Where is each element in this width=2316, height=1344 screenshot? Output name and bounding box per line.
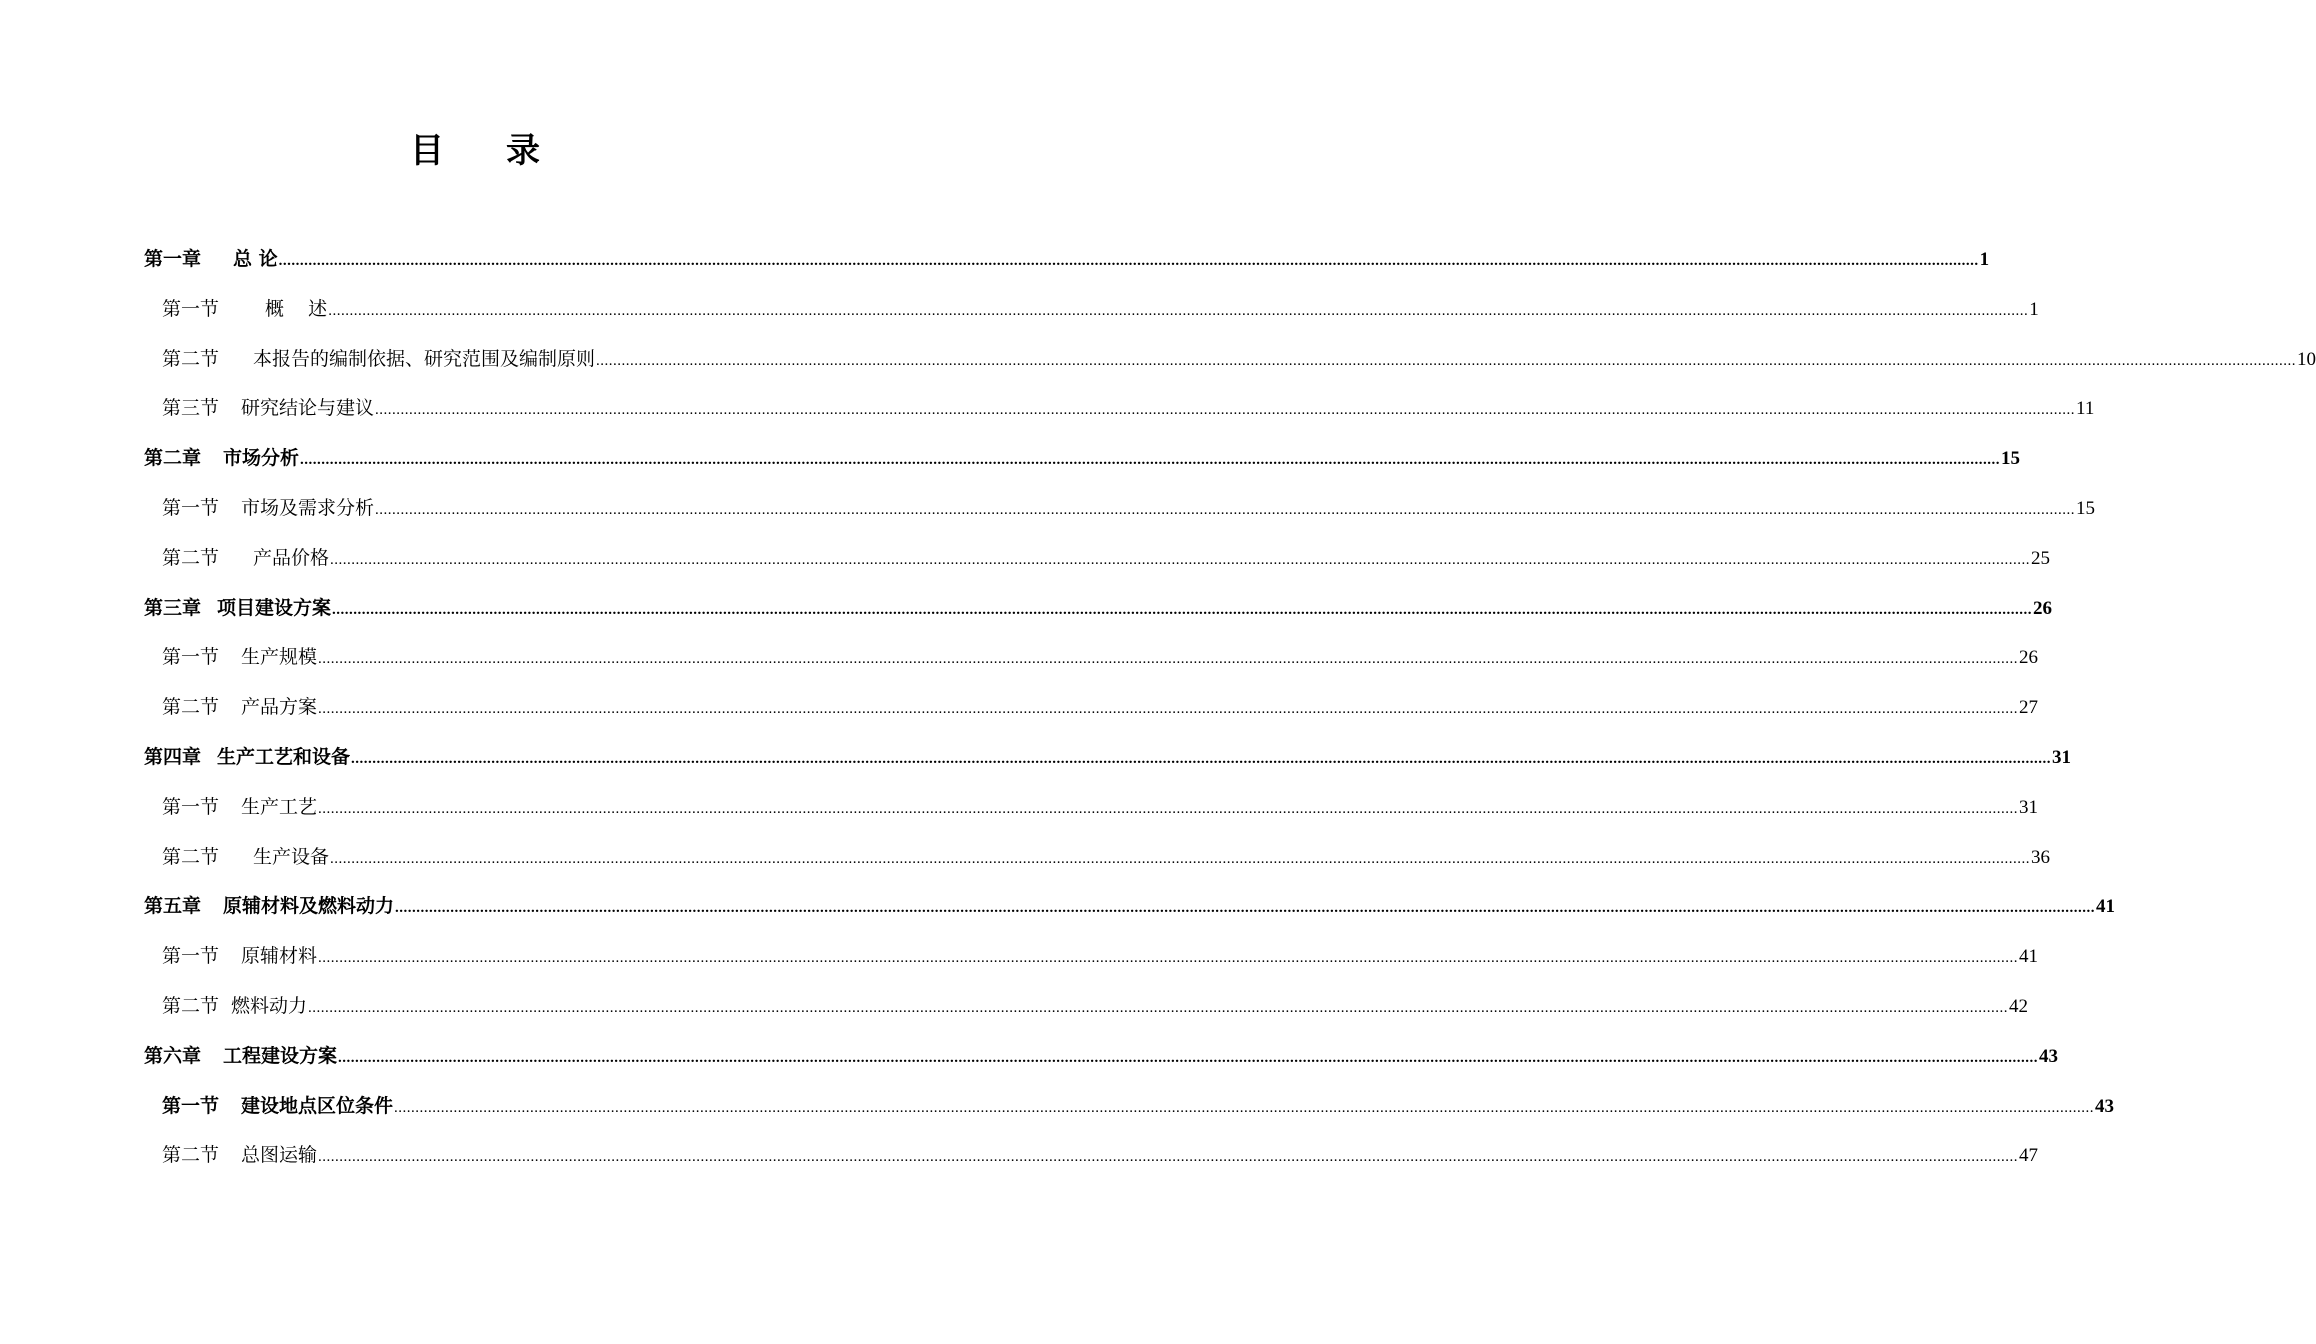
toc-entry-title: 总 论 [233,248,278,270]
toc-page-number: 41 [2096,896,2116,918]
toc-leader-dots: ................................................................................................................................................................................................................................................................................................................................................................................................................ [596,352,2297,369]
toc-section-entry[interactable] [144,493,2096,543]
toc-entry-title: 市场及需求分析 [241,496,375,519]
toc-entry-title: 生产规模 [241,646,318,669]
toc-leader-dots: ................................................................................................................................................................................................................................................................................................................................................................................................................ [332,601,2033,618]
toc-section-entry[interactable] [144,1091,2115,1141]
toc-section-entry[interactable] [144,692,2039,742]
toc-entry-number: 第二节 [162,994,220,1017]
toc-leader-dots: ................................................................................................................................................................................................................................................................................................................................................................................................................ [318,701,2019,718]
toc-section-entry[interactable] [144,543,2051,593]
toc-page-number: 43 [2095,1095,2115,1117]
toc-page-number: 26 [2033,597,2053,619]
toc-page-number: 10 [2297,348,2316,370]
toc-entry-title: 产品价格 [253,546,330,569]
toc-entry-number: 第二节 [162,845,220,868]
toc-entry-title: 本报告的编制依据、研究范围及编制原则 [253,347,596,370]
toc-chapter-entry[interactable] [144,244,1990,294]
toc-page-number: 15 [2076,497,2096,519]
toc-entry-title: 燃料动力 [231,994,308,1017]
toc-section-entry[interactable] [144,642,2039,692]
toc-entry-title: 建设地点区位条件 [241,1094,394,1117]
toc-section-entry[interactable] [144,393,2095,443]
toc-entry-number: 第二节 [162,1144,220,1167]
toc-leader-dots: ................................................................................................................................................................................................................................................................................................................................................................................................................ [330,551,2031,568]
toc-section-entry[interactable] [144,842,2051,892]
title-char-2: 录 [506,131,540,171]
toc-leader-dots: ................................................................................................................................................................................................................................................................................................................................................................................................................ [318,800,2019,817]
toc-entry-number: 第二节 [162,347,220,370]
toc-page-number: 43 [2039,1045,2059,1067]
toc-chapter-entry[interactable] [144,742,2072,792]
toc-leader-dots: ................................................................................................................................................................................................................................................................................................................................................................................................................ [318,1149,2019,1166]
toc-page-number: 15 [2001,448,2021,470]
toc-leader-dots: ................................................................................................................................................................................................................................................................................................................................................................................................................ [338,1049,2039,1066]
page-title [0,128,950,174]
toc-entry-number: 第二章 [144,447,202,470]
toc-section-entry[interactable] [144,294,2039,344]
toc-leader-dots: ................................................................................................................................................................................................................................................................................................................................................................................................................ [328,302,2029,319]
toc-page-number: 31 [2052,746,2072,768]
toc-leader-dots: ................................................................................................................................................................................................................................................................................................................................................................................................................ [318,651,2019,668]
toc-leader-dots: ................................................................................................................................................................................................................................................................................................................................................................................................................ [351,750,2052,767]
toc-leader-dots: ................................................................................................................................................................................................................................................................................................................................................................................................................ [395,900,2096,917]
toc-leader-dots: ................................................................................................................................................................................................................................................................................................................................................................................................................ [308,999,2009,1016]
toc-section-entry[interactable] [144,792,2039,842]
toc-entry-title: 原辅材料 [241,945,318,968]
toc-entry-title: 工程建设方案 [223,1044,338,1067]
toc-entry-number: 第一章 [144,248,202,270]
table-of-contents [144,244,2316,1190]
toc-page-number: 42 [2009,995,2029,1017]
toc-section-entry[interactable] [144,1140,2039,1190]
toc-chapter-entry[interactable] [144,1041,2059,1091]
toc-entry-title: 生产工艺和设备 [217,745,351,768]
toc-page-number: 26 [2019,647,2039,669]
title-char-1: 目 [410,131,444,171]
toc-entry-number: 第三章 [144,596,202,619]
toc-page-number: 25 [2031,547,2051,569]
toc-entry-number: 第一节 [162,1094,220,1117]
toc-entry-title: 产品方案 [241,696,318,719]
toc-leader-dots: ................................................................................................................................................................................................................................................................................................................................................................................................................ [394,1099,2095,1116]
toc-page-number: 11 [2076,398,2095,420]
toc-leader-dots: ................................................................................................................................................................................................................................................................................................................................................................................................................ [330,850,2031,867]
toc-section-entry[interactable] [144,344,2316,394]
toc-entry-number: 第一节 [162,795,220,818]
toc-page-number: 1 [2029,298,2039,320]
toc-page-number: 31 [2019,796,2039,818]
toc-section-entry[interactable] [144,941,2039,991]
toc-leader-dots: ................................................................................................................................................................................................................................................................................................................................................................................................................ [318,950,2019,967]
toc-entry-number: 第二节 [162,546,220,569]
toc-entry-number: 第一节 [162,646,220,669]
toc-entry-title: 研究结论与建议 [241,397,375,420]
toc-leader-dots: ................................................................................................................................................................................................................................................................................................................................................................................................................ [278,253,1979,269]
toc-page-number: 27 [2019,697,2039,719]
toc-leader-dots: ................................................................................................................................................................................................................................................................................................................................................................................................................ [375,402,2076,419]
toc-entry-number: 第一节 [162,496,220,519]
toc-section-entry[interactable] [144,991,2029,1041]
toc-leader-dots: ................................................................................................................................................................................................................................................................................................................................................................................................................ [300,452,2001,469]
toc-entry-number: 第一节 [162,945,220,968]
toc-entry-number: 第一节 [162,297,220,320]
toc-entry-title: 总图运输 [241,1144,318,1167]
toc-page-number: 41 [2019,946,2039,968]
toc-entry-number: 第四章 [144,745,202,768]
toc-chapter-entry[interactable] [144,891,2116,941]
toc-entry-title: 生产设备 [253,845,330,868]
toc-entry-title: 市场分析 [223,447,300,470]
toc-chapter-entry[interactable] [144,443,2021,493]
toc-entry-number: 第三节 [162,397,220,420]
toc-entry-title: 概 述 [265,297,328,320]
toc-page-number: 47 [2019,1145,2039,1167]
toc-leader-dots: ................................................................................................................................................................................................................................................................................................................................................................................................................ [375,501,2076,518]
toc-page-number: 1 [1979,249,1990,270]
toc-page-number: 36 [2031,846,2051,868]
toc-chapter-entry[interactable] [144,593,2053,643]
toc-entry-title: 项目建设方案 [217,596,332,619]
toc-entry-number: 第二节 [162,696,220,719]
toc-entry-number: 第五章 [144,895,202,918]
toc-entry-title: 原辅材料及燃料动力 [223,895,395,918]
toc-entry-number: 第六章 [144,1044,202,1067]
toc-entry-title: 生产工艺 [241,795,318,818]
